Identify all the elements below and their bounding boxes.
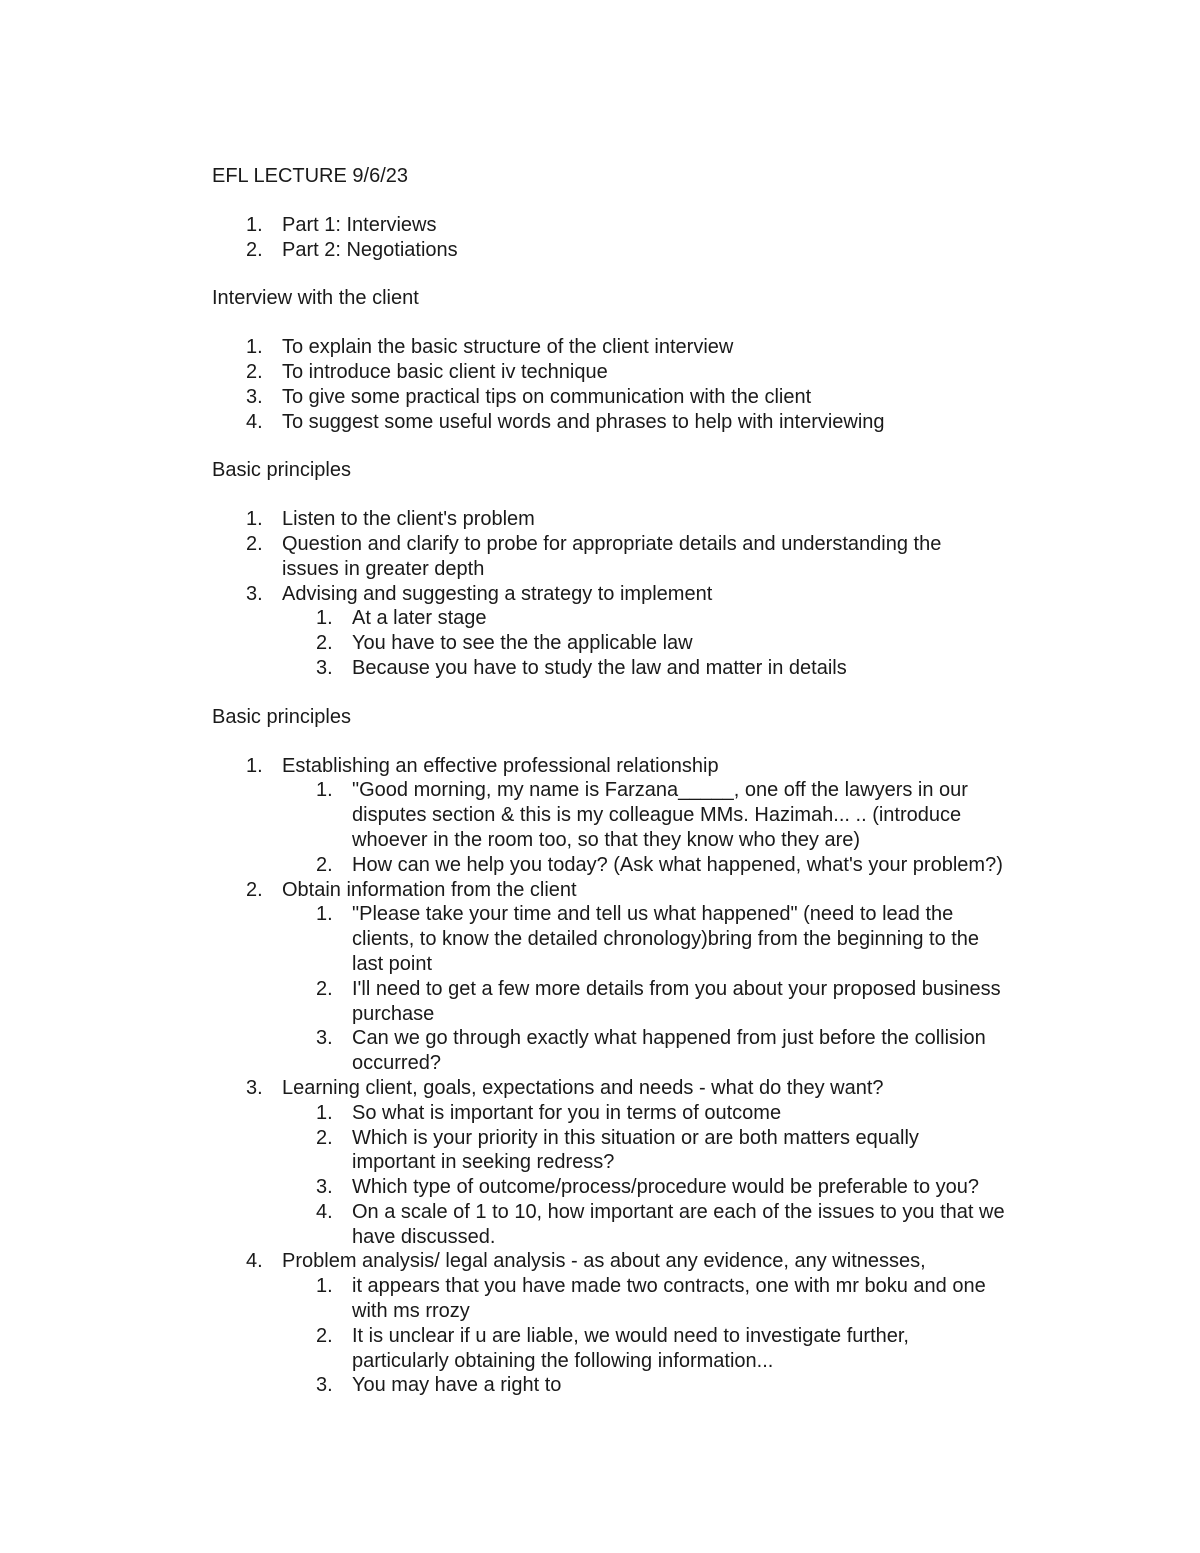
list-item — [282, 1200, 1072, 1250]
list-number: 1. — [246, 508, 263, 531]
list-number: 2. — [316, 632, 333, 655]
list-number: 4. — [246, 1250, 263, 1273]
list-item — [282, 853, 1072, 878]
section-heading-basic-principles-1: Basic principles — [212, 459, 351, 482]
list-number: 1. — [246, 336, 263, 359]
list-item-text: Advising and suggesting a strategy to implement — [282, 582, 713, 605]
list-item — [282, 656, 1072, 681]
list-number: 3. — [316, 1374, 333, 1397]
list-number: 3. — [246, 582, 263, 605]
list-item — [212, 1249, 1072, 1398]
list-number: 2. — [246, 532, 263, 555]
list-item — [212, 507, 1072, 532]
list-item — [282, 606, 1072, 631]
list-item-text: particularly obtaining the following information... — [352, 1349, 774, 1372]
list-item — [212, 385, 1072, 410]
list-item — [212, 410, 1072, 435]
list-item — [282, 977, 1072, 1027]
list-item-text: I'll need to get a few more details from you about your proposed business — [352, 977, 1001, 1000]
list-item — [212, 360, 1072, 385]
list-item-text: important in seeking redress? — [352, 1151, 615, 1174]
sub-list — [282, 1101, 1072, 1250]
list-number: 2. — [246, 238, 263, 261]
list-item — [212, 238, 1072, 263]
document-page — [212, 164, 1072, 1398]
list-item-text: occurred? — [352, 1052, 441, 1075]
list-item — [212, 754, 1072, 878]
sub-list — [282, 778, 1072, 877]
list-item-text: Which type of outcome/process/procedure would be preferable to you? — [352, 1176, 980, 1199]
list-number: 2. — [316, 1324, 333, 1347]
list-item-text: Part 1: Interviews — [282, 213, 437, 236]
list-item-text: Learning client, goals, expectations and needs - what do they want? — [282, 1076, 884, 1099]
list-item-text: Obtain information from the client — [282, 878, 577, 901]
list-item — [282, 902, 1072, 976]
basic-principles-list-2 — [212, 754, 1072, 1399]
list-item — [282, 1175, 1072, 1200]
basic-principles-list-1 — [212, 507, 1072, 681]
list-item-text: You may have a right to — [352, 1374, 562, 1397]
list-item-text: issues in greater depth — [282, 557, 485, 580]
list-item-text: last point — [352, 952, 433, 975]
list-item-text: To suggest some useful words and phrases to help with interviewing — [282, 410, 885, 433]
list-number: 1. — [316, 607, 333, 630]
list-item-text: Problem analysis/ legal analysis - as about any evidence, any witnesses, — [282, 1250, 926, 1273]
list-number: 3. — [316, 1027, 333, 1050]
list-item-text: "Good morning, my name is Farzana_____, one off the lawyers in our — [352, 779, 968, 802]
list-number: 3. — [246, 385, 263, 408]
list-item — [212, 213, 1072, 238]
list-item-text: On a scale of 1 to 10, how important are each of the issues to you that we — [352, 1200, 1005, 1223]
list-item-text: clients, to know the detailed chronology)bring from the beginning to the — [352, 928, 980, 951]
list-item — [282, 1126, 1072, 1176]
list-item — [212, 582, 1072, 681]
list-item — [282, 631, 1072, 656]
document-title: EFL LECTURE 9/6/23 — [212, 165, 409, 187]
list-item-text: Because you have to study the law and matter in details — [352, 656, 847, 679]
list-item — [212, 532, 1072, 582]
list-item-text: To introduce basic client iv technique — [282, 360, 608, 383]
list-number: 1. — [246, 754, 263, 777]
list-number: 1. — [316, 1101, 333, 1124]
list-item-text: To give some practical tips on communication with the client — [282, 385, 812, 408]
list-number: 2. — [246, 878, 263, 901]
list-item — [282, 1274, 1072, 1324]
list-number: 4. — [246, 410, 263, 433]
list-number: 3. — [316, 656, 333, 679]
list-item — [212, 1076, 1072, 1250]
list-item — [282, 1026, 1072, 1076]
list-item — [282, 1324, 1072, 1374]
sub-list — [282, 1274, 1072, 1398]
section-heading-interview: Interview with the client — [212, 287, 419, 310]
list-item-text: Establishing an effective professional relationship — [282, 754, 719, 777]
list-item — [212, 335, 1072, 360]
list-item-text: "Please take your time and tell us what happened" (need to lead the — [352, 903, 954, 926]
list-number: 1. — [246, 213, 263, 236]
list-item — [282, 1373, 1072, 1398]
section-heading-basic-principles-2: Basic principles — [212, 705, 351, 728]
list-item-text: At a later stage — [352, 607, 487, 630]
list-item-text: disputes section & this is my colleague MMs. Hazimah... .. (introduce — [352, 804, 962, 827]
list-item-text: have discussed. — [352, 1225, 496, 1248]
list-item-text: To explain the basic structure of the client interview — [282, 336, 734, 359]
list-number: 2. — [316, 853, 333, 876]
list-item-text: Which is your priority in this situation or are both matters equally — [352, 1126, 919, 1149]
list-number: 4. — [316, 1200, 333, 1223]
list-item — [212, 878, 1072, 1076]
list-item-text: How can we help you today? (Ask what happened, what's your problem?) — [352, 853, 1003, 876]
interview-objectives-list — [212, 335, 1072, 434]
list-item-text: purchase — [352, 1002, 435, 1025]
list-item-text: whoever in the room too, so that they know who they are) — [352, 828, 861, 851]
sub-list — [282, 902, 1072, 1076]
parts-list — [212, 213, 1072, 263]
list-number: 1. — [316, 779, 333, 802]
list-item — [282, 1101, 1072, 1126]
list-item-text: with ms rrozy — [352, 1300, 470, 1323]
list-item-text: It is unclear if u are liable, we would need to investigate further, — [352, 1324, 909, 1347]
list-item-text: So what is important for you in terms of outcome — [352, 1101, 782, 1124]
list-number: 1. — [316, 1275, 333, 1298]
list-item-text: Can we go through exactly what happened from just before the collision — [352, 1027, 986, 1050]
list-number: 3. — [246, 1076, 263, 1099]
list-item-text: Question and clarify to probe for appropriate details and understanding the — [282, 532, 942, 555]
list-number: 3. — [316, 1176, 333, 1199]
list-number: 2. — [316, 1126, 333, 1149]
list-item — [282, 778, 1072, 852]
list-item-text: Listen to the client's problem — [282, 508, 535, 531]
list-item-text: You have to see the the applicable law — [352, 632, 693, 655]
sub-list — [282, 606, 1072, 680]
list-number: 2. — [246, 360, 263, 383]
list-number: 2. — [316, 977, 333, 1000]
list-number: 1. — [316, 903, 333, 926]
list-item-text: it appears that you have made two contracts, one with mr boku and one — [352, 1275, 986, 1298]
list-item-text: Part 2: Negotiations — [282, 238, 458, 261]
